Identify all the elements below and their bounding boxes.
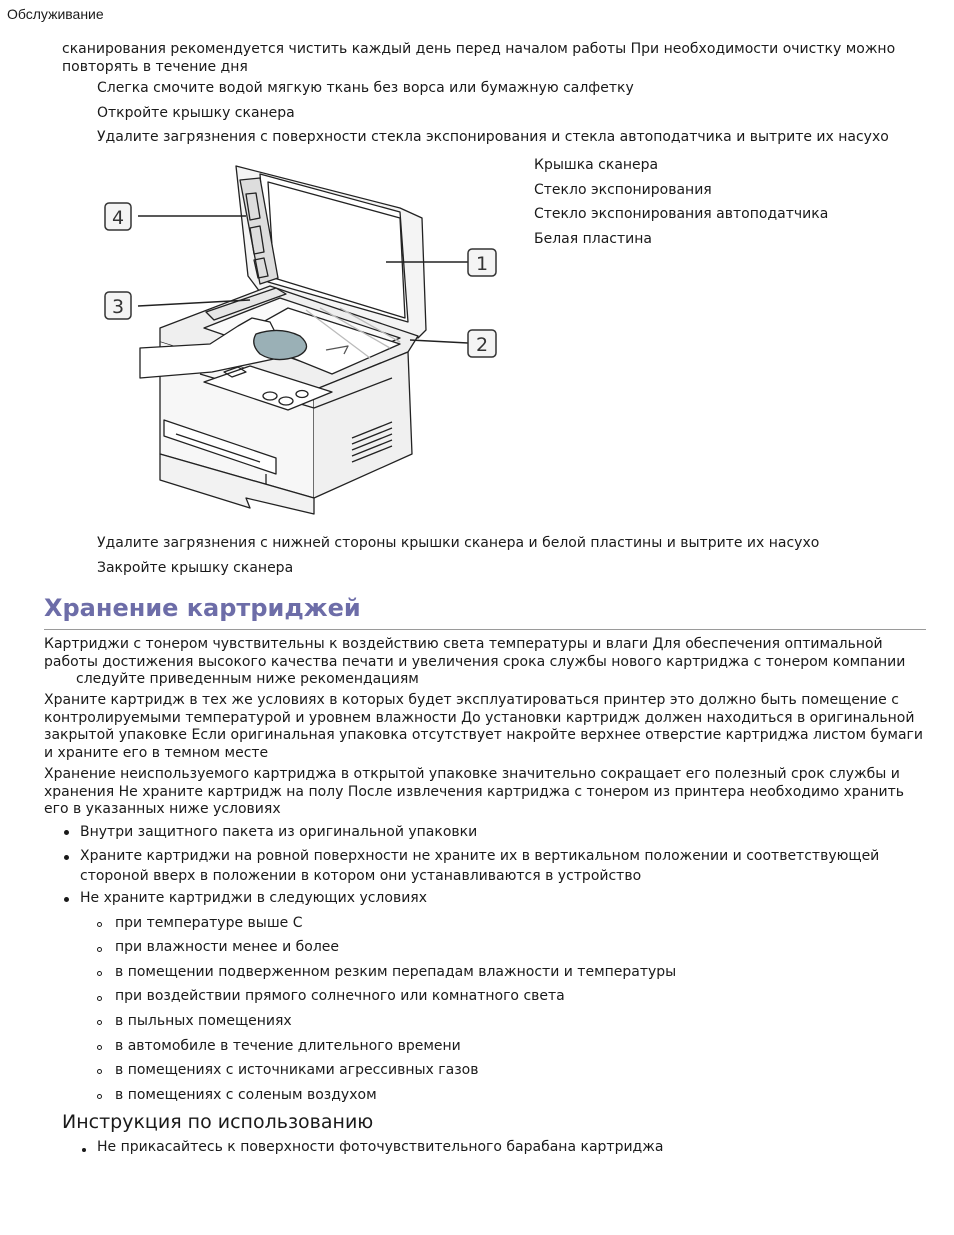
bullet-dot: [64, 855, 69, 860]
sub-bullet-circle: [97, 996, 102, 1001]
list-item-continuation: стороной вверх в положении в котором они устанавливаются в устройство: [80, 868, 642, 884]
sub-list-item: при воздействии прямого солнечного или комнатного света: [115, 988, 565, 1004]
sub-list-item: в помещениях с соленым воздухом: [115, 1087, 377, 1103]
callout-3: [105, 292, 131, 319]
bullet-dot: [82, 1148, 86, 1152]
bullet-dot: [64, 897, 69, 902]
list-item: Внутри защитного пакета из оригинальной упаковки: [80, 824, 478, 840]
section-divider: [44, 629, 926, 630]
sub-list-item: в помещениях с источниками агрессивных газов: [115, 1062, 479, 1078]
paragraph-line: Храните картридж в тех же условиях в которых будет эксплуатироваться принтер это должно быть помещение с: [44, 692, 899, 708]
intro-line: повторять в течение дня: [62, 59, 248, 75]
sub-list-item: при влажности менее и более: [115, 939, 340, 955]
breadcrumb: Обслуживание: [7, 6, 104, 22]
scanner-illustration: [100, 158, 510, 520]
sub-bullet-circle: [97, 1069, 102, 1074]
sub-list-item: в помещении подверженном резким перепадам влажности и температуры: [115, 964, 677, 980]
legend-item: Крышка сканера: [534, 157, 659, 173]
paragraph-line: контролируемыми температурой и уровнем влажности До установки картридж должен находиться в оригинальной: [44, 710, 915, 726]
sub-bullet-circle: [97, 971, 102, 976]
step-text: Закройте крышку сканера: [97, 560, 294, 576]
callout-3-label: 3: [111, 296, 125, 318]
paragraph-line: Хранение неиспользуемого картриджа в открытой упаковке значительно сокращает его полезный срок службы и: [44, 766, 900, 782]
list-item: Не храните картриджи в следующих условиях: [80, 890, 427, 906]
step-text: Слегка смочите водой мягкую ткань без ворса или бумажную салфетку: [97, 80, 634, 96]
paragraph-line: его в указанных ниже условиях: [44, 801, 281, 817]
paragraph-line: следуйте приведенным ниже рекомендациям: [76, 671, 419, 687]
list-item: Не прикасайтесь к поверхности фоточувствительного барабана картриджа: [97, 1139, 664, 1155]
legend-item: Белая пластина: [534, 230, 652, 247]
subsection-title: Инструкция по использованию: [62, 1111, 374, 1133]
intro-line: сканирования рекомендуется чистить каждый день перед началом работы При необходимости очистку можно: [62, 41, 896, 57]
sub-bullet-circle: [97, 1020, 102, 1025]
section-title: Хранение картриджей: [44, 594, 361, 622]
step-text: Удалите загрязнения с поверхности стекла экспонирования и стекла автоподатчика и вытрите их насухо: [97, 129, 889, 145]
sub-list-item: при температуре выше С: [115, 915, 303, 931]
callout-2-label: 2: [475, 334, 489, 356]
sub-list-item: в автомобиле в течение длительного времени: [115, 1038, 461, 1054]
list-item: Храните картриджи на ровной поверхности не храните их в вертикальном положении и соответствующей: [80, 848, 880, 864]
legend-item: Стекло экспонирования автоподатчика: [534, 206, 829, 222]
sub-bullet-circle: [97, 922, 102, 927]
step-text: Откройте крышку сканера: [97, 105, 295, 121]
sub-bullet-circle: [97, 1045, 102, 1050]
bullet-dot: [64, 830, 69, 835]
paragraph-line: Картриджи с тонером чувствительны к воздействию света температуры и влаги Для обеспечения оптимальной: [44, 636, 883, 652]
sub-bullet-circle: [97, 1094, 102, 1099]
paragraph-line: и храните его в темном месте: [44, 745, 269, 761]
callout-2: [468, 330, 496, 357]
paragraph-line: хранения Не храните картридж на полу После извлечения картриджа с тонером из принтера необходимо хранить: [44, 784, 905, 800]
figure-legend: [534, 157, 828, 255]
paragraph-line: закрытой упаковке Если оригинальная упаковка отсутствует накройте верхнее отверстие картриджа листом бумаги: [44, 727, 924, 743]
sub-bullet-circle: [97, 947, 102, 952]
callout-1: [468, 249, 496, 276]
callout-4-label: 4: [111, 207, 125, 229]
sub-list-item: в пыльных помещениях: [115, 1013, 292, 1029]
step-text: Удалите загрязнения с нижней стороны крышки сканера и белой пластины и вытрите их насухо: [97, 535, 820, 551]
paragraph-line: работы достижения высокого качества печати и увеличения срока службы нового картриджа с тонером компании: [44, 654, 906, 670]
callout-1-label: 1: [475, 253, 489, 275]
callout-4: [105, 203, 131, 230]
legend-item: Стекло экспонирования: [534, 181, 712, 198]
